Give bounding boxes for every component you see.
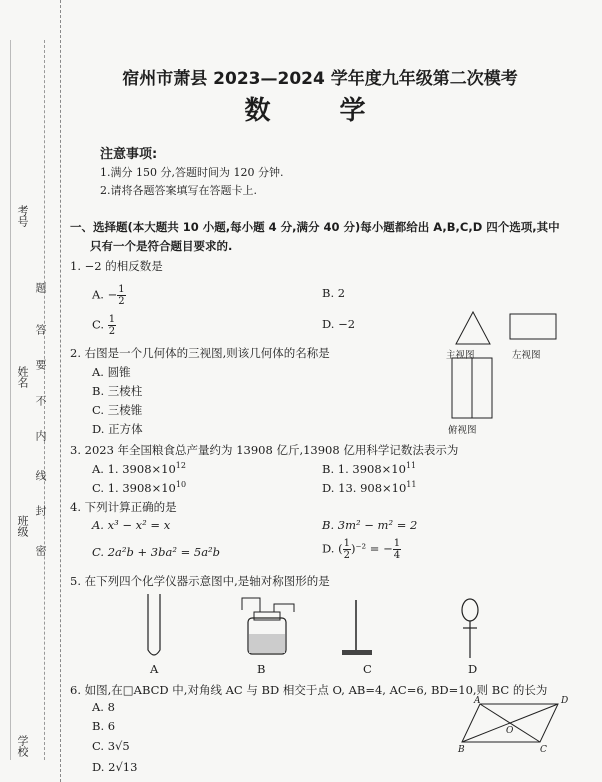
- q6-option-d: D. 2√13: [92, 760, 138, 774]
- stand-base: [342, 650, 372, 655]
- seal-char: 不: [34, 395, 47, 406]
- top-view-label: 俯视图: [448, 425, 477, 436]
- funnel-bulb: [462, 599, 478, 621]
- test-tube-shape: [148, 594, 160, 655]
- seal-char: 密: [34, 545, 47, 556]
- q2-stem: 2. 右图是一个几何体的三视图,则该几何体的名称是: [70, 346, 330, 360]
- q2-option-c: C. 三棱锥: [92, 403, 143, 417]
- q3-stem: 3. 2023 年全国粮食总产量约为 13908 亿斤,13908 亿用科学记数法表示为: [70, 443, 459, 457]
- bottle-tube-left: [242, 598, 260, 612]
- section-heading-cont: 只有一个是符合题目要求的.: [90, 239, 233, 253]
- notice-item: 1.满分 150 分,答题时间为 120 分钟.: [100, 166, 284, 179]
- q6-option-c: C. 3√5: [92, 739, 130, 753]
- q1-option-a: A. − $\frac{1}{2}$: [92, 284, 125, 307]
- q4-stem: 4. 下列计算正确的是: [70, 500, 177, 514]
- q6-option-b: B. 6: [92, 719, 116, 733]
- q3-option-d: D. 13. $908\times 10^{11}$: [322, 480, 417, 495]
- q3-option-c: C. 1. $3908\times 10^{10}$: [92, 480, 187, 495]
- q2-option-b: B. 三棱柱: [92, 384, 143, 398]
- front-view-triangle: [456, 312, 490, 344]
- name-label: 姓名: [16, 366, 29, 388]
- seal-char: 封: [34, 505, 47, 516]
- q1-stem: 1. −2 的相反数是: [70, 259, 163, 273]
- point-c-label: C: [540, 745, 547, 755]
- q1-option-c: C. $\frac{1}{2}$: [92, 314, 116, 337]
- margin-border: [10, 40, 12, 760]
- seal-char: 线: [34, 470, 47, 481]
- q5-label-a: A: [150, 662, 159, 676]
- q1-option-b: B. 2: [322, 286, 346, 300]
- q4-option-a: A. x³ − x² = x: [92, 518, 171, 532]
- q6-option-a: A. 8: [92, 700, 115, 714]
- seal-char: 答: [34, 324, 47, 335]
- seal-char: 题: [34, 282, 47, 293]
- point-o-label: O: [506, 726, 514, 736]
- three-views-figure: [440, 308, 570, 438]
- front-view-label: 主视图: [446, 350, 475, 361]
- exam-number-label: 考号: [16, 205, 29, 227]
- left-view-rect: [510, 314, 556, 339]
- q5-label-c: C: [363, 662, 372, 676]
- q4-option-d: D. ( $\frac{1}{2}$ )⁻² = − $\frac{1}{4}$: [322, 538, 401, 561]
- q5-label-d: D: [468, 662, 478, 676]
- bottle-liquid: [249, 634, 285, 653]
- q3-option-a: A. 1. $3908\times 10^{12}$: [92, 461, 186, 476]
- bottle-tube-right: [274, 604, 294, 612]
- school-label: 学校: [16, 735, 29, 757]
- q4-option-c: C. 2a²b + 3ba² = 5a²b: [92, 545, 221, 559]
- q5-label-b: B: [257, 662, 266, 676]
- bottle-neck: [254, 612, 280, 620]
- q2-option-d: D. 正方体: [92, 422, 143, 436]
- point-d-label: D: [561, 696, 569, 706]
- notice-heading: 注意事项:: [100, 147, 158, 162]
- q2-option-a: A. 圆锥: [92, 365, 131, 379]
- section-heading: 一、选择题(本大题共 10 小题,每小题 4 分,满分 40 分)每小题都给出 A,B,C,D 四个选项,其中: [70, 220, 560, 234]
- exam-title: 宿州市萧县 2023—2024 学年度九年级第二次模考: [122, 69, 518, 89]
- left-view-label: 左视图: [512, 350, 541, 361]
- subject-title: 数 学: [244, 96, 396, 126]
- point-a-label: A: [474, 696, 481, 706]
- q4-option-b: B. 3m² − m² = 2: [322, 518, 418, 532]
- seal-char: 内: [34, 430, 47, 441]
- seal-char: 要: [34, 359, 47, 370]
- notice-item: 2.请将各题答案填写在答题卡上.: [100, 184, 257, 197]
- class-label: 班级: [16, 515, 29, 537]
- point-b-label: B: [458, 745, 465, 755]
- diagonal-bd: [462, 704, 558, 742]
- q1-option-d: D. −2: [322, 317, 356, 331]
- q3-option-b: B. 1. $3908\times 10^{11}$: [322, 461, 417, 476]
- q5-stem: 5. 在下列四个化学仪器示意图中,是轴对称图形的是: [70, 574, 330, 588]
- chem-apparatus-figure: [130, 590, 510, 665]
- q6-stem: 6. 如图,在□ABCD 中,对角线 AC 与 BD 相交于点 O, AB=4, AC=6, BD=10,则 BC 的长为: [70, 683, 548, 697]
